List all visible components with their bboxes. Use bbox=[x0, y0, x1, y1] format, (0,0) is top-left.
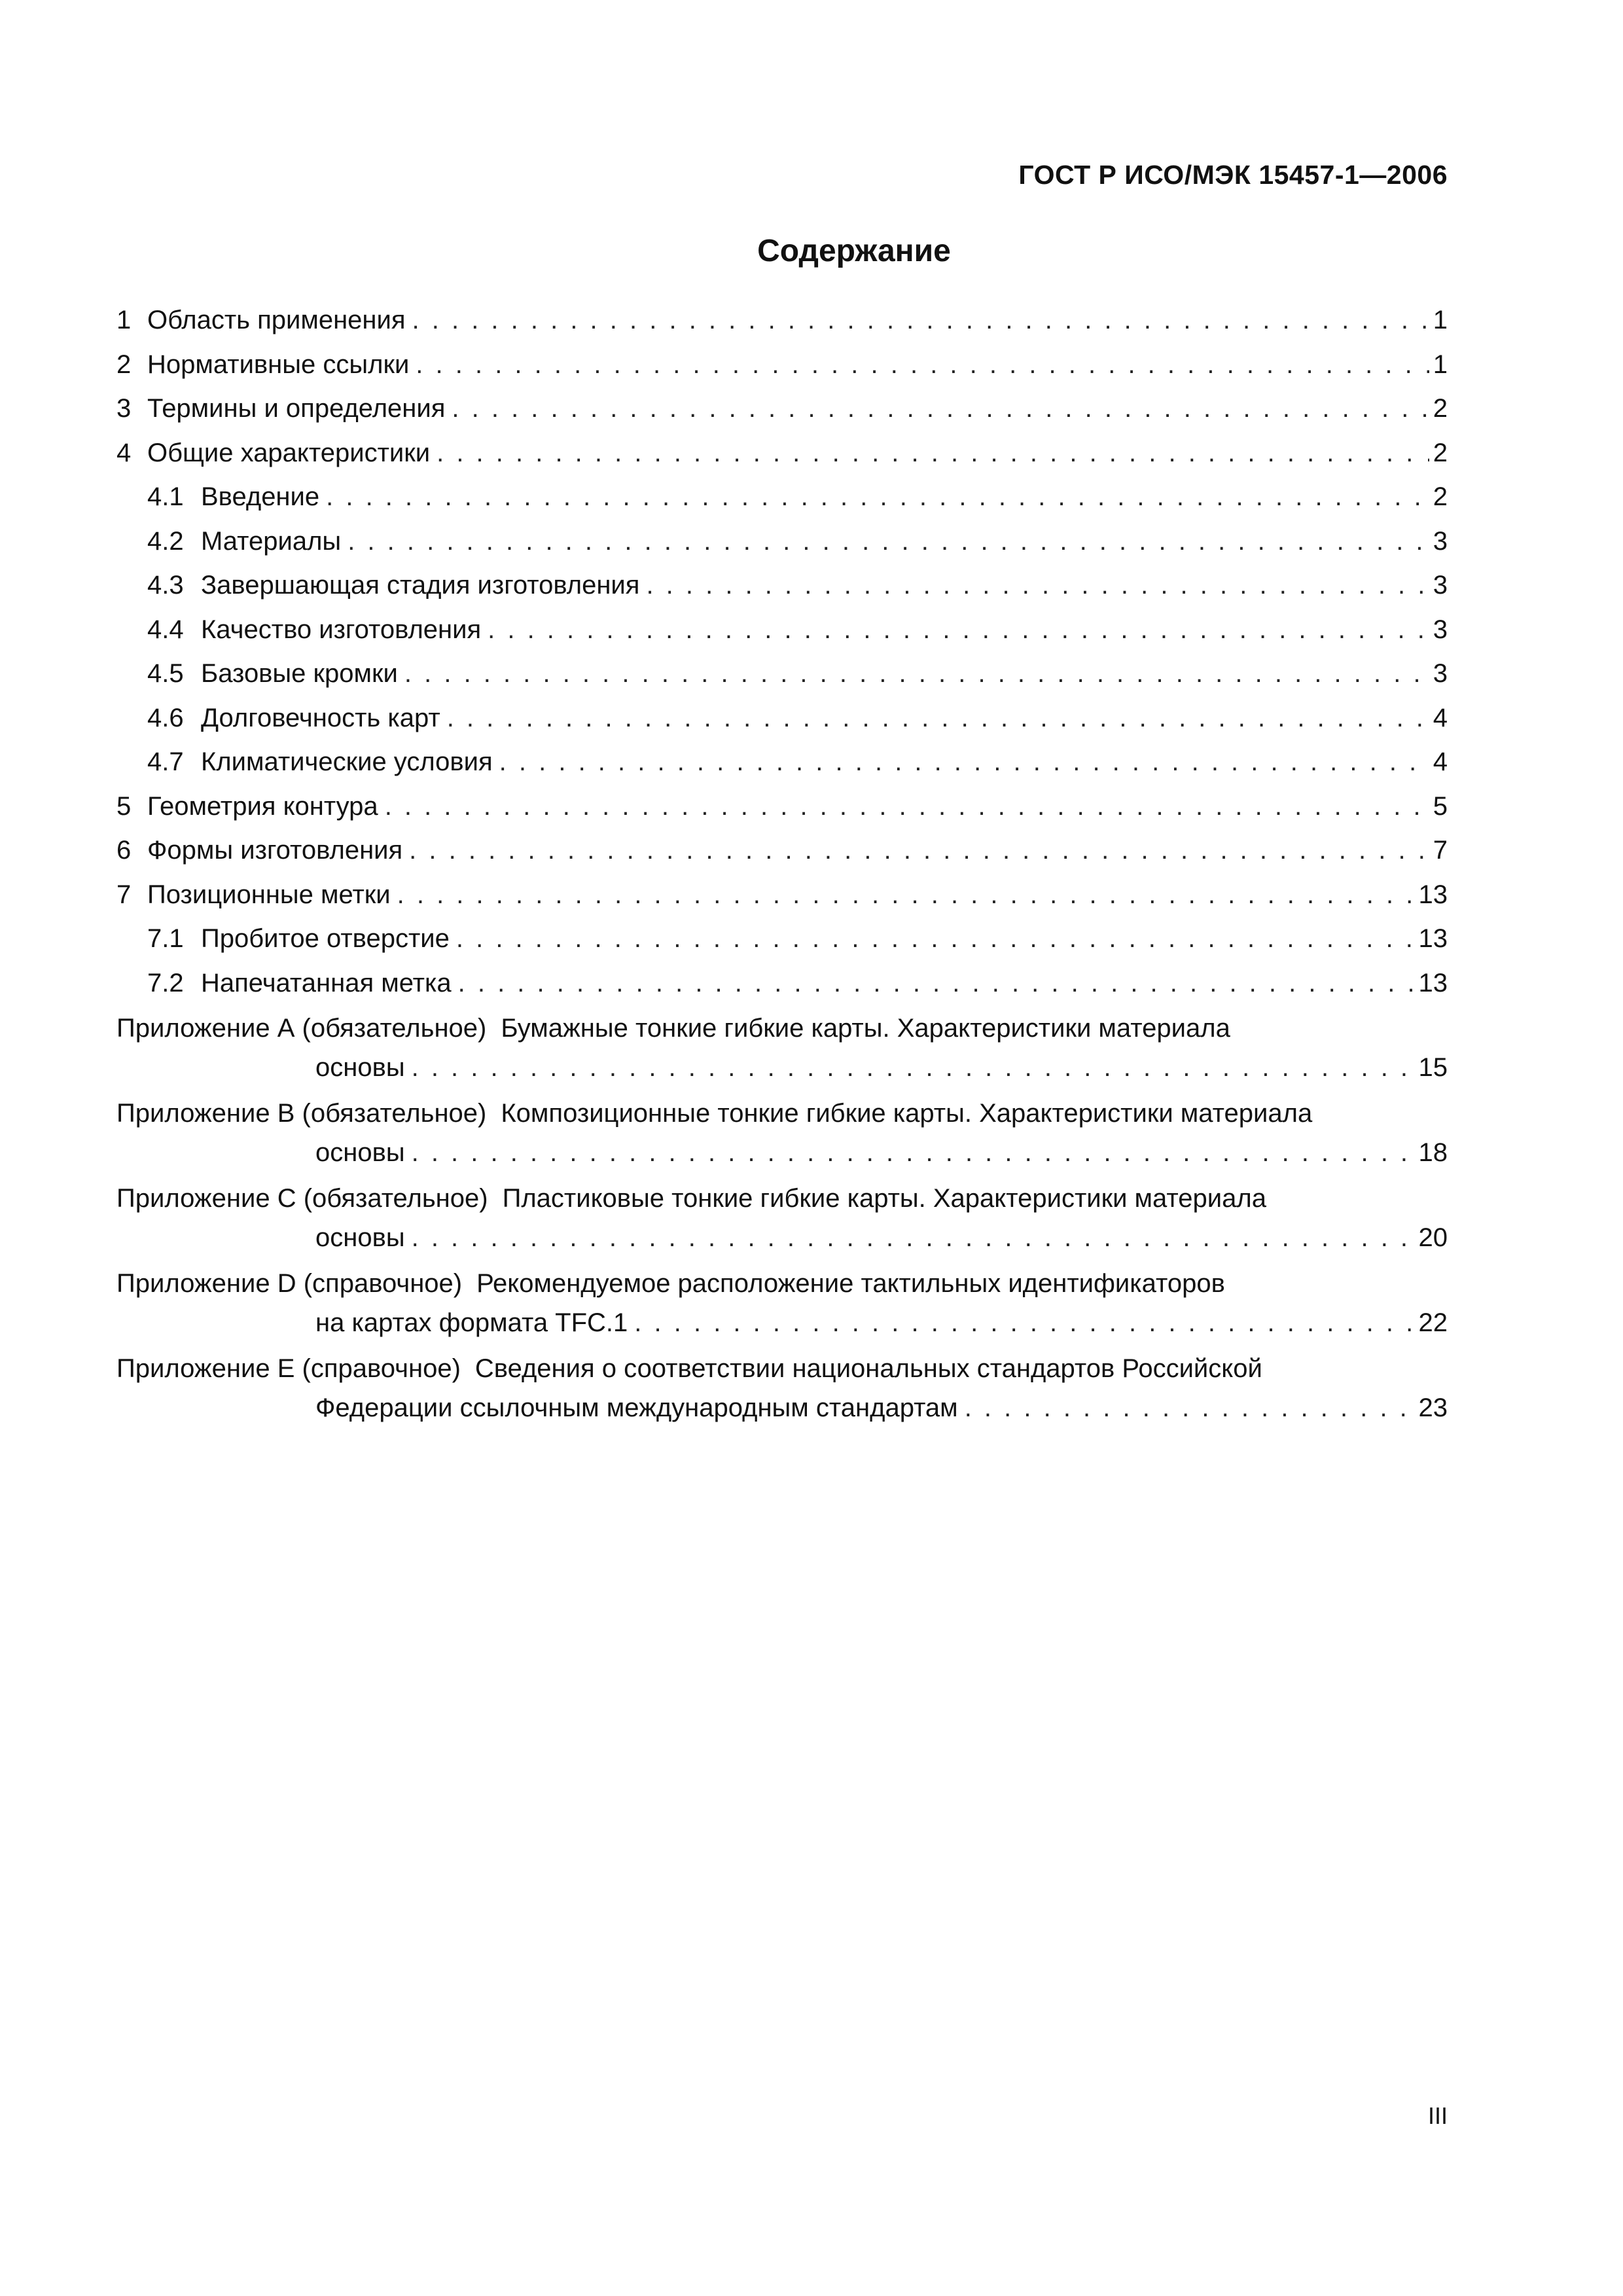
toc-entry-number: 4.4 bbox=[147, 615, 184, 644]
annex-title: Пластиковые тонкие гибкие карты. Характеристики материала bbox=[502, 1184, 1266, 1213]
toc-entry[interactable] bbox=[116, 475, 1448, 520]
dot-leader bbox=[385, 785, 1429, 829]
dot-leader bbox=[412, 1049, 1415, 1086]
annex-second-line bbox=[116, 1389, 1448, 1431]
annex-title: Бумажные тонкие гибкие карты. Характеристики материала bbox=[501, 1014, 1230, 1043]
toc-entry-number: 4.1 bbox=[147, 482, 184, 511]
toc-title: Содержание bbox=[757, 234, 951, 268]
toc-entry-label: Геометрия контура bbox=[147, 791, 378, 821]
toc-entry-number: 1 bbox=[116, 306, 132, 334]
annex-title: Сведения о соответствии национальных стандартов Российской bbox=[474, 1354, 1262, 1383]
toc-entry-label: Область применения bbox=[147, 306, 406, 334]
toc-entry-label: Пробитое отверстие bbox=[201, 924, 450, 953]
toc-entry[interactable] bbox=[116, 343, 1448, 387]
toc-entry-label: Качество изготовления bbox=[201, 615, 482, 644]
toc-entry-number: 7 bbox=[116, 880, 132, 909]
dot-leader bbox=[458, 961, 1415, 1006]
toc-entry-page: 3 bbox=[1433, 526, 1448, 556]
toc-entry-page: 3 bbox=[1433, 571, 1448, 600]
annex-first-line bbox=[116, 1348, 1448, 1389]
toc-entry[interactable] bbox=[116, 652, 1448, 696]
document-code: ГОСТ Р ИСО/МЭК 15457-1—2006 bbox=[1018, 160, 1448, 190]
annex-caption: Приложение D (справочное) bbox=[116, 1269, 463, 1298]
dot-leader bbox=[499, 740, 1429, 785]
annex-title: Композиционные тонкие гибкие карты. Характеристики материала bbox=[501, 1099, 1313, 1128]
toc-entry[interactable] bbox=[116, 520, 1448, 564]
annex-caption: Приложение С (обязательное) bbox=[116, 1184, 488, 1213]
toc-entry-number: 3 bbox=[116, 394, 132, 423]
toc-entry-number: 4.2 bbox=[147, 526, 184, 556]
annex-entry[interactable] bbox=[116, 1093, 1448, 1175]
toc-entry-page: 13 bbox=[1418, 880, 1448, 909]
toc-entry-page: 1 bbox=[1433, 350, 1448, 379]
annex-second-line bbox=[116, 1134, 1448, 1175]
toc-entry-label: Материалы bbox=[201, 526, 342, 556]
dot-leader bbox=[409, 829, 1429, 873]
toc-entry-number: 7.2 bbox=[147, 968, 184, 997]
annex-second-line bbox=[116, 1304, 1448, 1346]
annex-first-line bbox=[116, 1263, 1448, 1304]
dot-leader bbox=[412, 298, 1429, 343]
table-of-contents bbox=[116, 298, 1448, 1431]
toc-entry-label: Общие характеристики bbox=[147, 438, 431, 467]
toc-entry-label: Позиционные метки bbox=[147, 880, 391, 909]
dot-leader bbox=[412, 1134, 1415, 1172]
annex-title-continuation: на картах формата TFC.1 bbox=[315, 1308, 628, 1337]
dot-leader bbox=[437, 431, 1429, 476]
toc-entry-number: 2 bbox=[116, 350, 132, 379]
toc-entry[interactable] bbox=[116, 431, 1448, 476]
toc-entry-label: Напечатанная метка bbox=[201, 968, 452, 997]
toc-entry-number: 4.6 bbox=[147, 703, 184, 732]
toc-entry[interactable] bbox=[116, 740, 1448, 785]
dot-leader bbox=[965, 1389, 1415, 1427]
dot-leader bbox=[348, 520, 1429, 564]
toc-entry-number: 4 bbox=[116, 438, 132, 467]
toc-entry-number: 5 bbox=[116, 791, 132, 821]
annex-first-line bbox=[116, 1178, 1448, 1219]
toc-entry-number: 4.7 bbox=[147, 747, 184, 776]
dot-leader bbox=[456, 917, 1415, 961]
toc-entry[interactable] bbox=[116, 829, 1448, 873]
annex-second-line bbox=[116, 1219, 1448, 1261]
annex-page: 22 bbox=[1418, 1308, 1448, 1337]
toc-entry-label: Нормативные ссылки bbox=[147, 350, 410, 379]
toc-entry-label: Климатические условия bbox=[201, 747, 493, 776]
annex-first-line bbox=[116, 1008, 1448, 1049]
toc-list bbox=[116, 298, 1448, 1005]
toc-entry-number: 7.1 bbox=[147, 924, 184, 953]
annex-caption: Приложение А (обязательное) bbox=[116, 1014, 487, 1043]
toc-entry-page: 4 bbox=[1433, 747, 1448, 776]
annex-second-line bbox=[116, 1049, 1448, 1090]
toc-entry-page: 3 bbox=[1433, 659, 1448, 688]
toc-entry-page: 13 bbox=[1418, 968, 1448, 997]
toc-entry-number: 6 bbox=[116, 836, 132, 865]
dot-leader bbox=[447, 696, 1429, 741]
toc-entry-label: Завершающая стадия изготовления bbox=[201, 571, 640, 600]
toc-entry-page: 5 bbox=[1433, 791, 1448, 821]
toc-entry[interactable] bbox=[116, 387, 1448, 431]
dot-leader bbox=[646, 564, 1429, 608]
toc-entry-label: Термины и определения bbox=[147, 394, 446, 423]
toc-entry[interactable] bbox=[116, 298, 1448, 343]
toc-entry-label: Долговечность карт bbox=[201, 703, 440, 732]
annex-title-continuation: основы bbox=[315, 1223, 405, 1252]
toc-entry-page: 4 bbox=[1433, 703, 1448, 732]
toc-entry-number: 4.5 bbox=[147, 659, 184, 688]
annex-first-line bbox=[116, 1093, 1448, 1134]
toc-entry-page: 1 bbox=[1433, 306, 1448, 334]
dot-leader bbox=[488, 608, 1429, 653]
annex-entry[interactable] bbox=[116, 1263, 1448, 1346]
dot-leader bbox=[416, 343, 1429, 387]
annex-page: 15 bbox=[1418, 1053, 1448, 1082]
dot-leader bbox=[404, 652, 1429, 696]
annex-title-continuation: основы bbox=[315, 1053, 405, 1082]
toc-entry-page: 2 bbox=[1433, 482, 1448, 511]
toc-entry-number: 4.3 bbox=[147, 571, 184, 600]
toc-entry-label: Введение bbox=[201, 482, 320, 511]
toc-entry-page: 3 bbox=[1433, 615, 1448, 644]
annex-page: 20 bbox=[1418, 1223, 1448, 1252]
toc-entry[interactable] bbox=[116, 785, 1448, 829]
annex-page: 23 bbox=[1418, 1393, 1448, 1422]
dot-leader bbox=[397, 873, 1415, 918]
toc-entry-label: Формы изготовления bbox=[147, 836, 403, 865]
page-number: III bbox=[1427, 2102, 1448, 2129]
toc-entry[interactable] bbox=[116, 696, 1448, 741]
dot-leader bbox=[452, 387, 1429, 431]
toc-entry-page: 7 bbox=[1433, 836, 1448, 865]
toc-entry-page: 13 bbox=[1418, 924, 1448, 953]
annex-title-continuation: Федерации ссылочным международным стандартам bbox=[315, 1393, 958, 1422]
toc-entry[interactable] bbox=[116, 608, 1448, 653]
annex-entry[interactable] bbox=[116, 1008, 1448, 1090]
toc-entry[interactable] bbox=[116, 961, 1448, 1006]
toc-entry[interactable] bbox=[116, 917, 1448, 961]
toc-entry[interactable] bbox=[116, 873, 1448, 918]
annex-entry[interactable] bbox=[116, 1348, 1448, 1431]
dot-leader bbox=[412, 1219, 1415, 1257]
dot-leader bbox=[326, 475, 1429, 520]
toc-entry[interactable] bbox=[116, 564, 1448, 608]
annex-title-continuation: основы bbox=[315, 1138, 405, 1167]
annex-entry[interactable] bbox=[116, 1178, 1448, 1261]
annex-caption: Приложение В (обязательное) bbox=[116, 1099, 487, 1128]
dot-leader bbox=[634, 1304, 1414, 1342]
toc-entry-label: Базовые кромки bbox=[201, 659, 398, 688]
annex-title: Рекомендуемое расположение тактильных идентификаторов bbox=[476, 1269, 1225, 1298]
annex-page: 18 bbox=[1418, 1138, 1448, 1167]
toc-entry-page: 2 bbox=[1433, 438, 1448, 467]
annex-caption: Приложение Е (справочное) bbox=[116, 1354, 461, 1383]
annex-list bbox=[116, 1008, 1448, 1431]
toc-entry-page: 2 bbox=[1433, 394, 1448, 423]
